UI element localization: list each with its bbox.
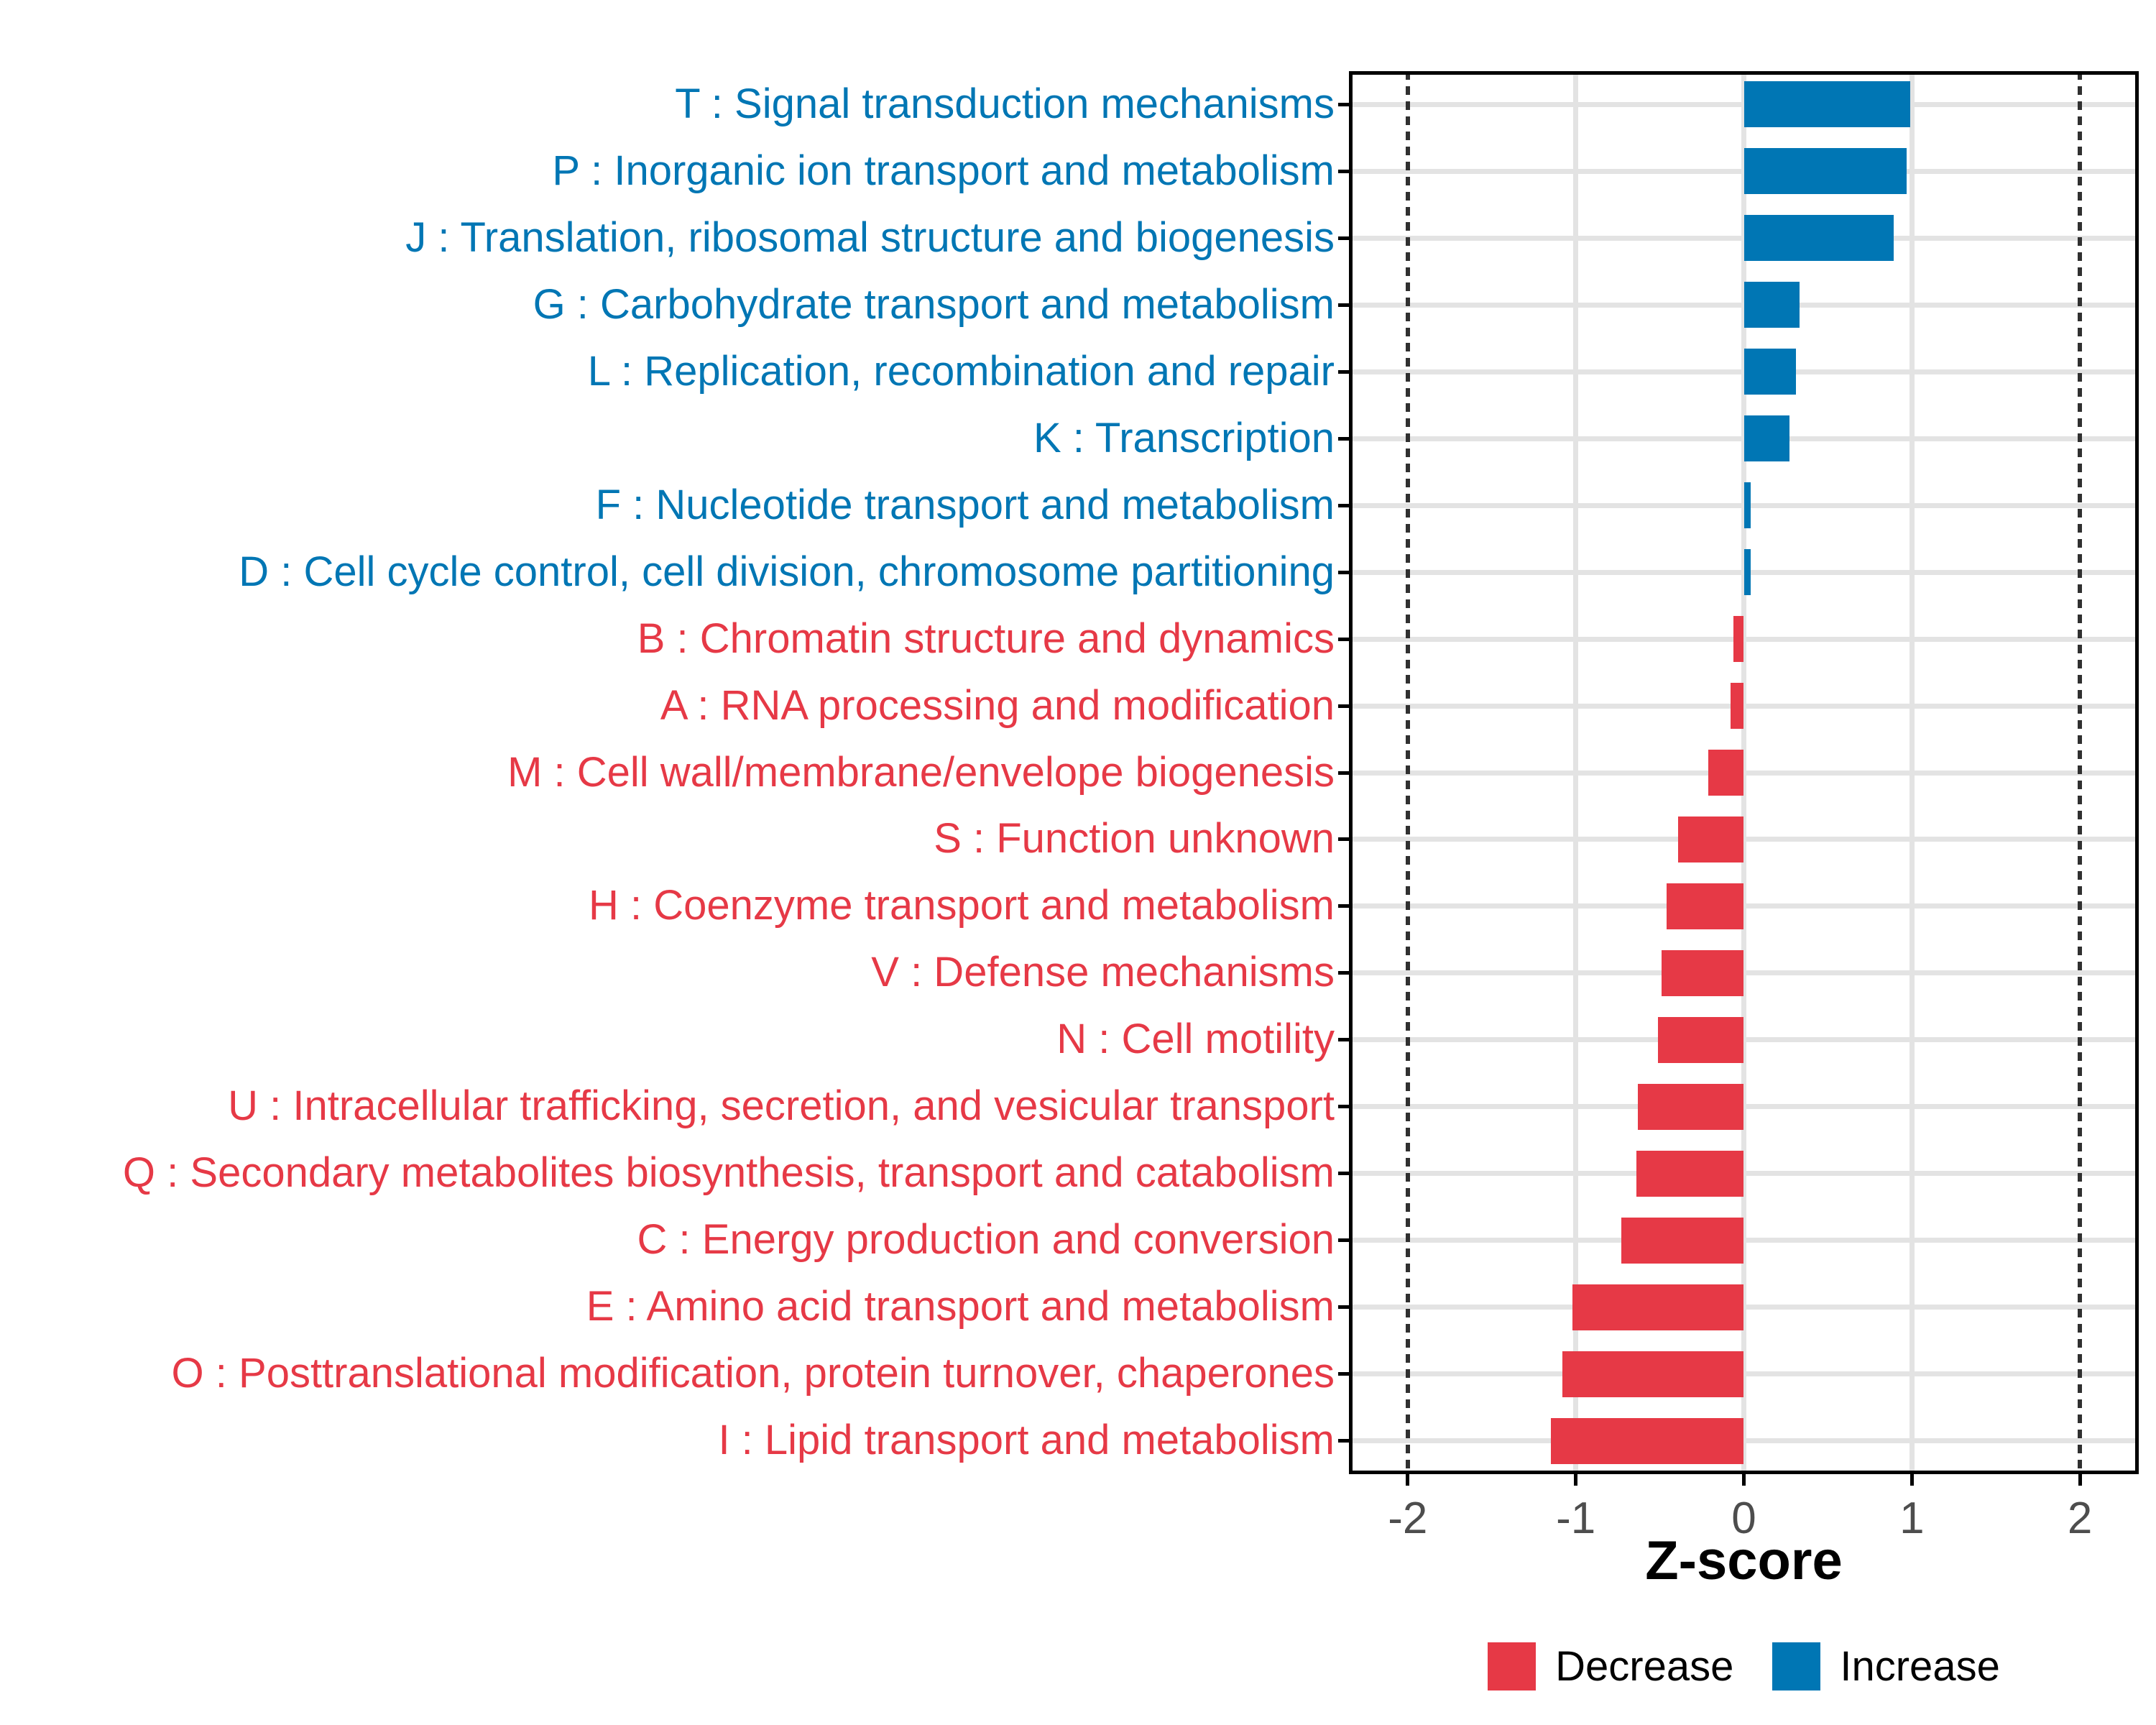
y-tick-mark xyxy=(1338,370,1349,374)
bar-I xyxy=(1551,1418,1744,1464)
y-tick-mark xyxy=(1338,1172,1349,1175)
legend-label-decrease: Decrease xyxy=(1555,1642,1734,1690)
bar-V xyxy=(1662,950,1744,996)
x-tick-mark xyxy=(1406,1474,1409,1486)
category-label: U : Intracellular trafficking, secretion, and vesicular transport xyxy=(228,1082,1335,1130)
x-tick-mark xyxy=(1910,1474,1914,1486)
x-tick-label: -1 xyxy=(1556,1494,1596,1543)
category-label: O : Posttranslational modification, protein turnover, chaperones xyxy=(171,1350,1335,1397)
category-label: Q : Secondary metabolites biosynthesis, transport and catabolism xyxy=(122,1149,1335,1197)
x-tick-label: 1 xyxy=(1899,1494,1925,1543)
category-label: T : Signal transduction mechanisms xyxy=(675,80,1335,127)
category-label: E : Amino acid transport and metabolism xyxy=(586,1283,1335,1330)
bar-B xyxy=(1733,616,1743,662)
legend-swatch-decrease xyxy=(1488,1642,1536,1690)
y-tick-mark xyxy=(1338,236,1349,240)
y-tick-mark xyxy=(1338,437,1349,441)
bar-Q xyxy=(1636,1151,1744,1197)
x-tick-mark xyxy=(1574,1474,1577,1486)
x-tick-label: -2 xyxy=(1388,1494,1428,1543)
category-label: M : Cell wall/membrane/envelope biogenesis xyxy=(507,748,1335,796)
y-tick-mark xyxy=(1338,1305,1349,1309)
legend xyxy=(1349,1641,2139,1691)
legend-swatch-increase xyxy=(1772,1642,1820,1690)
category-label: P : Inorganic ion transport and metabolism xyxy=(552,147,1335,194)
category-label: S : Function unknown xyxy=(934,815,1335,862)
category-label: N : Cell motility xyxy=(1056,1016,1335,1063)
y-tick-mark xyxy=(1338,1372,1349,1376)
bar-A xyxy=(1731,683,1744,729)
x-tick-label: 0 xyxy=(1731,1494,1756,1543)
y-tick-mark xyxy=(1338,103,1349,106)
dashed-reference-line xyxy=(1406,71,1410,1474)
dashed-reference-line xyxy=(2078,71,2082,1474)
bar-S xyxy=(1678,816,1743,862)
bar-D xyxy=(1744,549,1751,595)
bar-L xyxy=(1744,349,1796,395)
category-label: L : Replication, recombination and repair xyxy=(587,347,1335,395)
category-label: J : Translation, ribosomal structure and biogenesis xyxy=(405,213,1335,261)
bar-K xyxy=(1744,415,1789,461)
bar-O xyxy=(1562,1351,1744,1397)
y-tick-mark xyxy=(1338,170,1349,173)
bar-G xyxy=(1744,282,1800,328)
y-tick-mark xyxy=(1338,303,1349,307)
x-tick-mark xyxy=(1742,1474,1746,1486)
plot-panel xyxy=(1349,71,2139,1474)
bar-H xyxy=(1667,883,1744,929)
y-tick-mark xyxy=(1338,1038,1349,1041)
bar-T xyxy=(1744,81,1910,127)
y-tick-mark xyxy=(1338,704,1349,708)
y-tick-mark xyxy=(1338,837,1349,841)
v-gridline xyxy=(1573,71,1578,1474)
bar-P xyxy=(1744,148,1907,194)
x-axis-title: Z-score xyxy=(1645,1530,1843,1591)
bar-U xyxy=(1638,1084,1743,1130)
bar-J xyxy=(1744,215,1894,261)
category-label: A : RNA processing and modification xyxy=(660,681,1335,729)
x-tick-label: 2 xyxy=(2067,1494,2093,1543)
category-label: F : Nucleotide transport and metabolism xyxy=(595,481,1335,528)
category-label: B : Chromatin structure and dynamics xyxy=(637,615,1335,662)
y-tick-mark xyxy=(1338,504,1349,507)
y-tick-mark xyxy=(1338,904,1349,908)
bar-E xyxy=(1572,1284,1744,1330)
bar-F xyxy=(1744,482,1751,528)
bar-M xyxy=(1708,750,1743,796)
category-label: I : Lipid transport and metabolism xyxy=(718,1417,1335,1464)
category-label: G : Carbohydrate transport and metabolism xyxy=(533,280,1335,328)
y-tick-mark xyxy=(1338,638,1349,641)
y-tick-mark xyxy=(1338,971,1349,975)
category-label: H : Coenzyme transport and metabolism xyxy=(589,882,1335,929)
category-label: V : Defense mechanisms xyxy=(871,949,1335,996)
category-label: D : Cell cycle control, cell division, chromosome partitioning xyxy=(239,548,1335,595)
category-label: K : Transcription xyxy=(1033,414,1335,461)
y-tick-mark xyxy=(1338,1105,1349,1108)
v-gridline xyxy=(1909,71,1915,1474)
legend-label-increase: Increase xyxy=(1840,1642,2000,1690)
x-tick-mark xyxy=(2078,1474,2082,1486)
bar-N xyxy=(1658,1017,1743,1063)
y-tick-mark xyxy=(1338,1238,1349,1242)
category-label: C : Energy production and conversion xyxy=(637,1216,1335,1264)
bar-C xyxy=(1621,1218,1744,1264)
y-tick-mark xyxy=(1338,571,1349,574)
y-tick-mark xyxy=(1338,771,1349,775)
y-tick-mark xyxy=(1338,1439,1349,1443)
